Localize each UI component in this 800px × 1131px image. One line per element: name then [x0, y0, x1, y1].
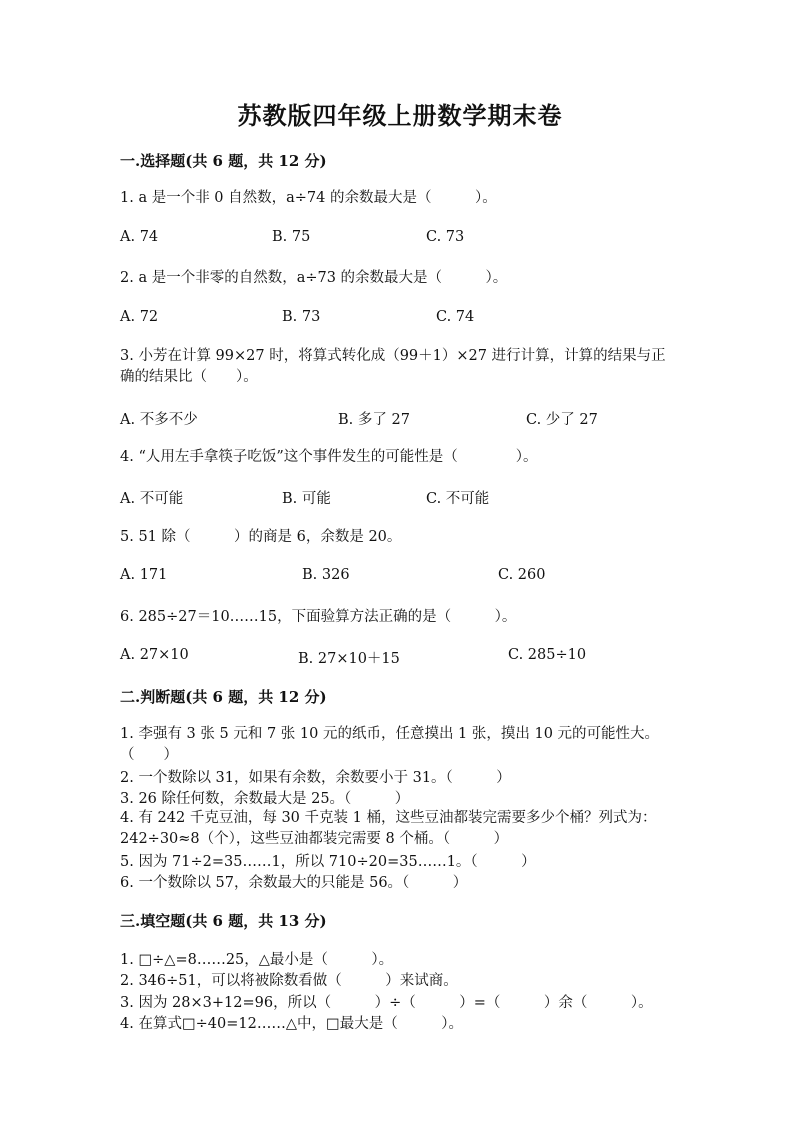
question-2: 2. a 是一个非零的自然数，a÷73 的余数最大是（ ）。: [120, 270, 508, 286]
section-heading-fill-in: 三.填空题(共 6 题，共 13 分): [120, 912, 327, 930]
section-heading-true-false: 二.判断题(共 6 题，共 12 分): [120, 688, 327, 706]
judgment-item-2: 2. 一个数除以 31，如果有余数，余数要小于 31。（ ）: [120, 770, 511, 786]
option-b[interactable]: B. 75: [272, 229, 311, 245]
options-q6: [120, 647, 680, 667]
question-6: 6. 285÷27＝10……15，下面验算方法正确的是（ ）。: [120, 609, 517, 625]
option-a[interactable]: A. 不可能: [120, 491, 184, 507]
option-b[interactable]: B. 27×10＋15: [298, 651, 400, 667]
question-5: 5. 51 除（ ）的商是 6，余数是 20。: [120, 529, 402, 545]
option-c[interactable]: C. 285÷10: [508, 647, 587, 663]
judgment-item-6: 6. 一个数除以 57，余数最大的只能是 56。（ ）: [120, 875, 468, 891]
judgment-item-3: 3. 26 除任何数，余数最大是 25。（ ）: [120, 791, 410, 807]
option-a[interactable]: A. 72: [120, 309, 159, 325]
option-c[interactable]: C. 74: [436, 309, 475, 325]
question-1: 1. a 是一个非 0 自然数，a÷74 的余数最大是（ ）。: [120, 190, 497, 206]
option-b[interactable]: B. 326: [302, 567, 350, 583]
judgment-item-4: 4. 有 242 千克豆油，每 30 千克装 1 桶，这些豆油都装完需要多少个桶？列式为：242÷30≈8（个），这些豆油都装完需要 8 个桶。（ ）: [120, 810, 657, 847]
question-4: 4. “人用左手拿筷子吃饭”这个事件发生的可能性是（ ）。: [120, 449, 538, 465]
option-a[interactable]: A. 74: [120, 229, 159, 245]
fill-item-2: 2. 346÷51，可以将被除数看做（ ）来试商。: [120, 973, 458, 989]
option-b[interactable]: B. 可能: [282, 491, 331, 507]
option-c[interactable]: C. 260: [498, 567, 546, 583]
option-c[interactable]: C. 不可能: [426, 491, 490, 507]
option-c[interactable]: C. 73: [426, 229, 465, 245]
options-q2: [120, 309, 680, 329]
options-q3: [120, 408, 680, 428]
options-q1: [120, 229, 680, 249]
fill-item-4: 4. 在算式□÷40=12……△中，□最大是（ ）。: [120, 1016, 463, 1032]
question-3: 3. 小芳在计算 99×27 时，将算式转化成（99＋1）×27 进行计算，计算的结果与正确的结果比（ ）。: [120, 348, 666, 385]
option-a[interactable]: A. 27×10: [120, 647, 189, 663]
fill-item-3: 3. 因为 28×3+12=96，所以（ ）÷（ ）=（ ）余（ ）。: [120, 995, 653, 1011]
option-b[interactable]: B. 多了 27: [338, 412, 410, 428]
options-q4: [120, 487, 680, 507]
option-a[interactable]: A. 171: [120, 567, 168, 583]
exam-title: 苏教版四年级上册数学期末卷: [237, 101, 563, 130]
judgment-item-5: 5. 因为 71÷2=35……1，所以 710÷20=35……1。（ ）: [120, 854, 536, 870]
option-b[interactable]: B. 73: [282, 309, 321, 325]
options-q5: [120, 567, 680, 587]
option-a[interactable]: A. 不多不少: [120, 412, 198, 428]
section-heading-multiple-choice: 一.选择题(共 6 题，共 12 分): [120, 152, 327, 170]
fill-item-1: 1. □÷△=8……25，△最小是（ ）。: [120, 952, 394, 968]
option-c[interactable]: C. 少了 27: [526, 412, 598, 428]
judgment-item-1: 1. 李强有 3 张 5 元和 7 张 10 元的纸币，任意摸出 1 张，摸出 10 元的可能性大。 （ ）: [120, 726, 696, 763]
